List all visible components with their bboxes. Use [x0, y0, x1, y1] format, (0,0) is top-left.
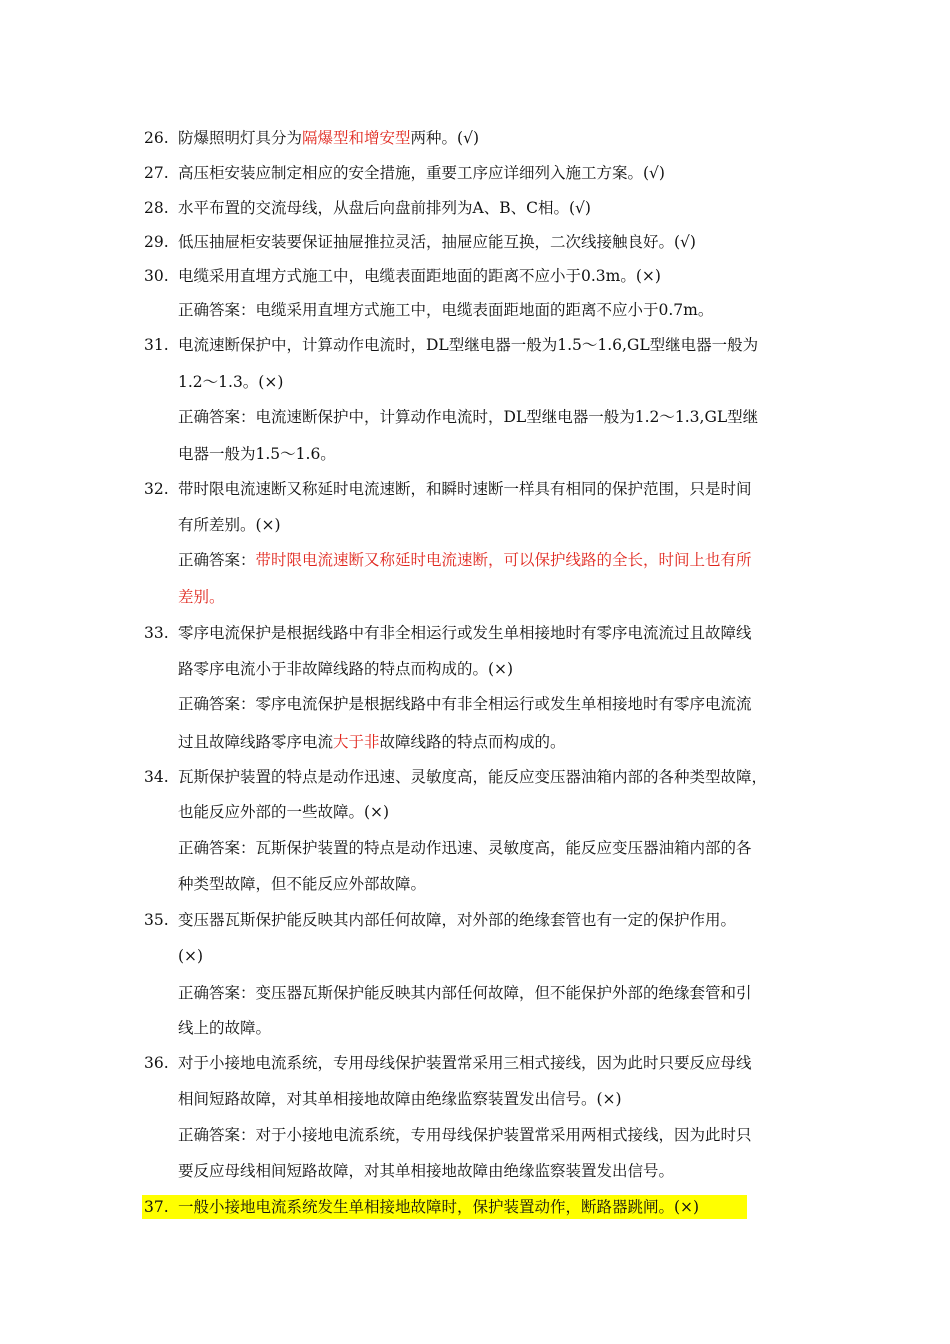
- text-run: 正确答案：变压器瓦斯保护能反映其内部任何故障，但不能保护外部的绝缘套管和引: [178, 984, 752, 1002]
- red-emphasis-text: 隔爆型和增安型: [302, 129, 411, 147]
- text-run: 正确答案：零序电流保护是根据线路中有非全相运行或发生单相接地时有零序电流流: [178, 695, 752, 713]
- text-run: 正确答案：电流速断保护中，计算动作电流时，DL型继电器一般为1.2～1.3,GL型继: [178, 408, 759, 426]
- item-number: 29.: [144, 233, 169, 251]
- text-run: 防爆照明灯具分为: [178, 129, 303, 147]
- item-number: 37.: [144, 1198, 169, 1216]
- line-text: [178, 1124, 752, 1146]
- line-text: [178, 982, 752, 1004]
- text-run: 电缆采用直埋方式施工中，电缆表面距地面的距离不应小于0.3m。(×): [178, 267, 661, 285]
- text-run: 过且故障线路零序电流: [178, 733, 334, 751]
- line-text: [178, 162, 665, 184]
- text-run: 故障线路的特点而构成的。: [379, 733, 566, 751]
- line-text: [178, 837, 752, 859]
- text-run: 对于小接地电流系统，专用母线保护装置常采用三相式接线，因为此时只要反应母线: [178, 1054, 752, 1072]
- line-text: [178, 731, 566, 753]
- text-run: 相间短路故障，对其单相接地故障由绝缘监察装置发出信号。(×): [178, 1090, 622, 1108]
- item-number: 33.: [144, 624, 169, 642]
- item-number: 28.: [144, 199, 169, 217]
- line-text: [178, 299, 713, 321]
- line-text: [178, 622, 752, 644]
- text-run: 也能反应外部的一些故障。(×): [178, 803, 390, 821]
- text-run: 有所差别。(×): [178, 516, 281, 534]
- line-text: [178, 127, 479, 149]
- text-run: 低压抽屉柜安装要保证抽屉推拉灵活，抽屉应能互换，二次线接触良好。(√): [178, 233, 696, 251]
- line-text: [178, 334, 758, 356]
- text-run: 正确答案：: [178, 551, 256, 569]
- text-run: 种类型故障，但不能反应外部故障。: [178, 875, 427, 893]
- line-text: [178, 909, 736, 931]
- line-text: [178, 549, 752, 571]
- text-run: (×): [178, 947, 204, 965]
- line-text: [178, 1017, 271, 1039]
- line-text: [178, 1088, 622, 1110]
- text-run: 一般小接地电流系统发生单相接地故障时，保护装置动作，断路器跳闸。(×): [178, 1198, 700, 1216]
- line-text: [178, 1160, 674, 1182]
- text-run: 正确答案：对于小接地电流系统，专用母线保护装置常采用两相式接线，因为此时只: [178, 1126, 752, 1144]
- line-text: [178, 693, 752, 715]
- item-number: 31.: [144, 336, 169, 354]
- item-number: 26.: [144, 129, 169, 147]
- line-text: [178, 801, 389, 823]
- line-text: [178, 406, 758, 428]
- text-run: 高压柜安装应制定相应的安全措施，重要工序应详细列入施工方案。(√): [178, 164, 665, 182]
- text-run: 1.2～1.3。(×): [178, 373, 284, 391]
- line-text: [178, 443, 336, 465]
- line-text: [178, 265, 661, 287]
- line-text: [178, 873, 426, 895]
- text-run: 电器一般为1.5～1.6。: [178, 445, 336, 463]
- item-number: 36.: [144, 1054, 169, 1072]
- text-run: 水平布置的交流母线，从盘后向盘前排列为A、B、C相。(√): [178, 199, 591, 217]
- item-number: 32.: [144, 480, 169, 498]
- text-run: 正确答案：电缆采用直埋方式施工中，电缆表面距地面的距离不应小于0.7m。: [178, 301, 714, 319]
- text-run: 线上的故障。: [178, 1019, 272, 1037]
- item-number: 30.: [144, 267, 169, 285]
- line-text: [178, 586, 225, 608]
- line-text: [178, 658, 513, 680]
- line-text: [178, 1196, 699, 1218]
- line-text: [178, 1052, 752, 1074]
- item-number: 35.: [144, 911, 169, 929]
- line-text: [178, 478, 752, 500]
- item-number: 27.: [144, 164, 169, 182]
- text-run: 带时限电流速断又称延时电流速断，和瞬时速断一样具有相同的保护范围，只是时间: [178, 480, 752, 498]
- red-emphasis-text: 带时限电流速断又称延时电流速断，可以保护线路的全长，时间上也有所: [255, 551, 752, 569]
- text-run: 要反应母线相间短路故障，对其单相接地故障由绝缘监察装置发出信号。: [178, 1162, 675, 1180]
- line-text: [178, 766, 767, 788]
- line-text: [178, 514, 281, 536]
- line-text: [178, 371, 283, 393]
- text-run: 路零序电流小于非故障线路的特点而构成的。(×): [178, 660, 514, 678]
- line-text: [178, 197, 591, 219]
- text-run: 瓦斯保护装置的特点是动作迅速、灵敏度高，能反应变压器油箱内部的各种类型故障，: [178, 768, 768, 786]
- item-number: 34.: [144, 768, 169, 786]
- text-run: 变压器瓦斯保护能反映其内部任何故障，对外部的绝缘套管也有一定的保护作用。: [178, 911, 737, 929]
- text-run: 正确答案：瓦斯保护装置的特点是动作迅速、灵敏度高，能反应变压器油箱内部的各: [178, 839, 752, 857]
- red-emphasis-text: 差别。: [178, 588, 225, 606]
- text-run: 电流速断保护中，计算动作电流时，DL型继电器一般为1.5～1.6,GL型继电器一般为: [178, 336, 759, 354]
- red-emphasis-text: 大于非: [333, 733, 380, 751]
- line-text: [178, 231, 696, 253]
- line-text: [178, 945, 203, 967]
- text-run: 零序电流保护是根据线路中有非全相运行或发生单相接地时有零序电流流过且故障线: [178, 624, 752, 642]
- text-run: 两种。(√): [410, 129, 480, 147]
